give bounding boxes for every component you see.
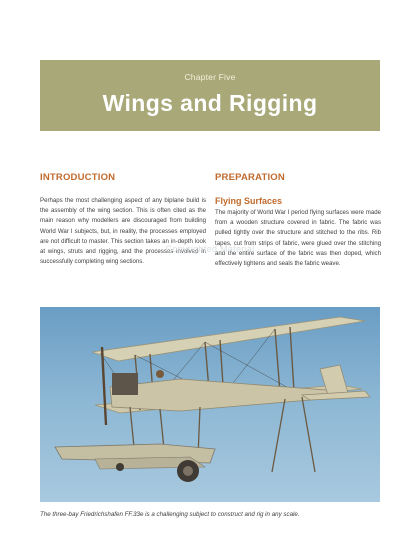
introduction-heading: INTRODUCTION <box>40 172 116 183</box>
introduction-text: Perhaps the most challenging aspect of any biplane build is the assembly of the wing section. This is often cited as the main reason why modellers are discouraged from building World War I subjects, but, in reality, the processes employed are not difficult to master. This section takes an in-depth look at wings, struts and rigging, and the processes involved in successfully completing wing sections. <box>40 197 206 266</box>
chapter-title: Wings and Rigging <box>102 90 318 116</box>
preparation-text: The majority of World War I period flying surfaces were made from a wooden structure covered in fabric. The fabric was pulled tightly over the structure and stitched to the ribs. Rib tapes, cut from strips of fabric, were glued over the stitching and the entire surface of the fabric was then doped, which effectively tightens and seals the fabric weave. <box>215 209 381 268</box>
copyright-watermark: Copyrighted Material <box>165 244 255 254</box>
seaplane-illustration <box>40 307 380 502</box>
chapter-label: Chapter Five <box>184 72 236 82</box>
photo-caption: The three-bay Friedrichshafen FF.33e is a challenging subject to construct and rig in any scale. <box>40 511 300 518</box>
chapter-header-band <box>40 60 380 131</box>
preparation-column <box>215 172 381 269</box>
flying-surfaces-subheading: Flying Surfaces <box>215 196 283 206</box>
preparation-heading: PREPARATION <box>215 172 285 183</box>
biplane-photo <box>40 307 380 502</box>
